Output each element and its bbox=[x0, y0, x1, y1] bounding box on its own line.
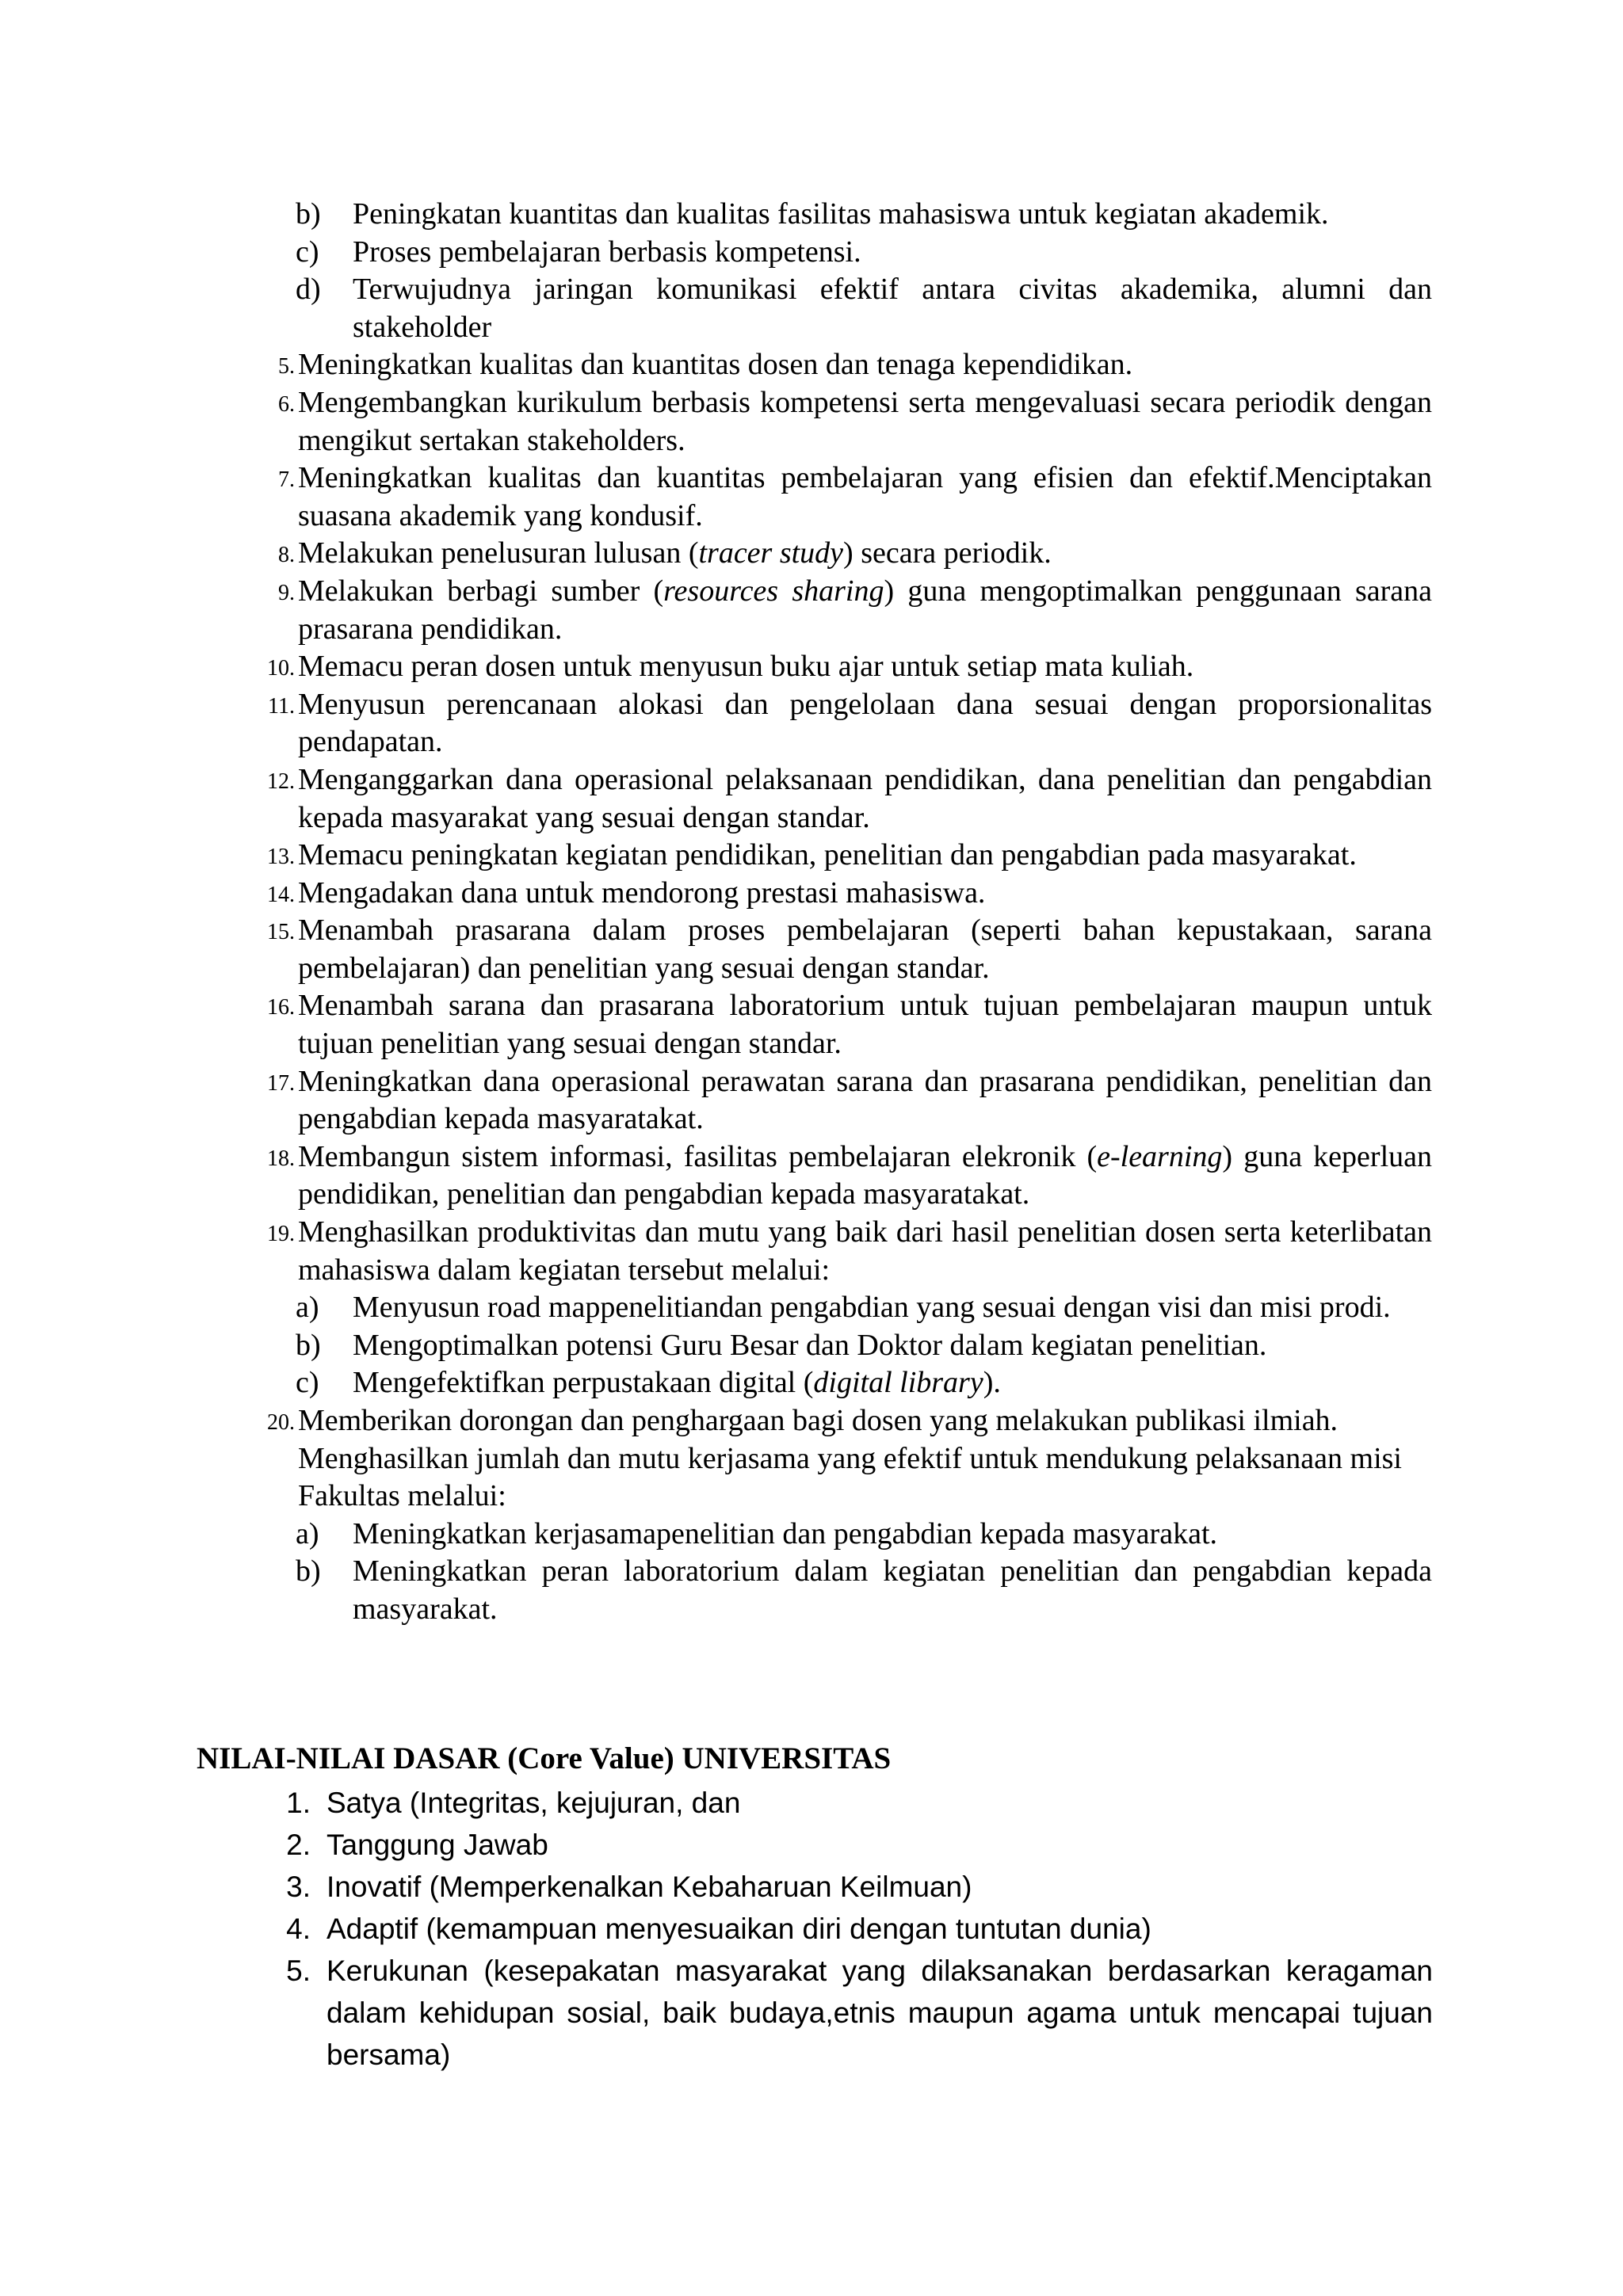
subitem-text: Meningkatkan kerjasamapenelitian dan pengabdian kepada masyarakat. bbox=[353, 1516, 1217, 1550]
subitem-text: Proses pembelajaran berbasis kompetensi. bbox=[353, 235, 861, 269]
list-item bbox=[242, 535, 1432, 573]
subitem-label: c) bbox=[296, 235, 319, 269]
item-number: 1. bbox=[286, 1787, 311, 1819]
subitem-label: c) bbox=[296, 1366, 319, 1400]
subitem-label: a) bbox=[296, 1516, 319, 1550]
item-number: 9. bbox=[278, 580, 295, 605]
item-text-part: Membangun sistem informasi, fasilitas pembelajaran elekronik ( bbox=[298, 1139, 1098, 1173]
item-text: Memacu peningkatan kegiatan pendidikan, penelitian dan pengabdian pada masyarakat. bbox=[298, 838, 1357, 872]
item-number: 4. bbox=[286, 1913, 311, 1945]
list-item bbox=[242, 648, 1432, 686]
subitem-label: a) bbox=[296, 1291, 319, 1325]
item-number: 10. bbox=[267, 656, 295, 681]
list-item bbox=[296, 196, 1432, 234]
list-item bbox=[242, 384, 1432, 460]
list-item bbox=[296, 1364, 1432, 1402]
item-text-italic: tracer study bbox=[698, 536, 844, 570]
list-item bbox=[242, 1214, 1432, 1289]
item-text: Menambah sarana dan prasarana laboratorium untuk tujuan pembelajaran maupun untuk tujuan penelitian yang sesuai dengan standar. bbox=[298, 989, 1432, 1061]
core-values-list bbox=[260, 1782, 1433, 2076]
item-number: 5. bbox=[278, 354, 295, 379]
item-text: Meningkatkan dana operasional perawatan sarana dan prasarana pendidikan, penelitian dan pengabdian kepada masyaratakat. bbox=[298, 1064, 1432, 1136]
list-item bbox=[296, 1289, 1432, 1327]
mission-list-continued bbox=[0, 196, 1432, 1629]
list-item bbox=[242, 1063, 1432, 1138]
item-number: 3. bbox=[286, 1871, 311, 1903]
item-text: Menambah prasarana dalam proses pembelajaran (seperti bahan kepustakaan, sarana pembelajaran) dan penelitian yang sesuai dengan standar. bbox=[298, 913, 1432, 985]
item-number: 5. bbox=[286, 1955, 311, 1987]
list-item bbox=[296, 1553, 1432, 1628]
item-text bbox=[298, 535, 1432, 573]
list-item bbox=[242, 987, 1432, 1062]
item-text-part: ). bbox=[983, 1366, 1001, 1400]
item-text: Tanggung Jawab bbox=[327, 1829, 548, 1861]
subitem-text: Mengoptimalkan potensi Guru Besar dan Doktor dalam kegiatan penelitian. bbox=[353, 1328, 1267, 1362]
subitem-text: Menyusun road mappenelitiandan pengabdian yang sesuai dengan visi dan misi prodi. bbox=[353, 1291, 1391, 1325]
list-item bbox=[242, 346, 1432, 384]
item-number: 17. bbox=[267, 1070, 295, 1096]
list-item bbox=[242, 761, 1432, 837]
item-text: Meningkatkan kualitas dan kuantitas dosen dan tenaga kependidikan. bbox=[298, 348, 1133, 382]
item-text bbox=[298, 1138, 1432, 1214]
sub-list bbox=[296, 1289, 1432, 1402]
item-text-part: ) guna keperluan pendidikan, penelitian dan pengabdian kepada masyaratakat. bbox=[298, 1139, 1432, 1211]
list-item bbox=[242, 1402, 1432, 1516]
sub-list bbox=[296, 1516, 1432, 1629]
item-text: Inovatif (Memperkenalkan Kebaharuan Keilmuan) bbox=[327, 1871, 972, 1903]
item-text-part: ) secara periodik. bbox=[843, 536, 1052, 570]
item-text: Mengembangkan kurikulum berbasis kompetensi serta mengevaluasi secara periodik dengan mengikut sertakan stakeholders. bbox=[298, 385, 1432, 457]
list-item bbox=[242, 573, 1432, 648]
list-item bbox=[296, 1327, 1432, 1365]
list-item bbox=[242, 686, 1432, 761]
item-text: Menghasilkan produktivitas dan mutu yang baik dari hasil penelitian dosen serta keterlibatan mahasiswa dalam kegiatan tersebut melalui: bbox=[298, 1215, 1432, 1287]
item-text: Meningkatkan kualitas dan kuantitas pembelajaran yang efisien dan efektif.Menciptakan suasana akademik yang kondusif. bbox=[298, 461, 1432, 532]
item-text-italic: resources sharing bbox=[663, 574, 884, 608]
list-item bbox=[242, 1138, 1432, 1214]
list-item bbox=[260, 1782, 1433, 1824]
list-item bbox=[242, 837, 1432, 875]
subitem-text: Terwujudnya jaringan komunikasi efektif antara civitas akademika, alumni dan stakeholder bbox=[353, 273, 1432, 344]
item-number: 20. bbox=[267, 1410, 295, 1435]
item-text-italic: digital library bbox=[813, 1366, 983, 1400]
item-text: Mengadakan dana untuk mendorong prestasi mahasiswa. bbox=[298, 875, 986, 910]
item-body bbox=[298, 1214, 1432, 1289]
item-text-part: Melakukan berbagi sumber ( bbox=[298, 574, 664, 608]
item-number: 11. bbox=[268, 693, 295, 719]
list-item bbox=[242, 460, 1432, 535]
numbered-list bbox=[242, 346, 1432, 1628]
item-number: 14. bbox=[267, 882, 295, 907]
list-item bbox=[242, 875, 1432, 913]
item-number: 12. bbox=[267, 769, 295, 794]
item-text-part: ) guna mengoptimalkan penggunaan sarana prasarana pendidikan. bbox=[298, 574, 1432, 646]
item-number: 2. bbox=[286, 1829, 311, 1861]
list-item bbox=[296, 234, 1432, 272]
item-number: 16. bbox=[267, 995, 295, 1020]
item-text: Kerukunan (kesepakatan masyarakat yang dilaksanakan berdasarkan keragaman dalam kehidupan sosial, baik budaya,etnis maupun agama untuk mencapai tujuan bersama) bbox=[327, 1955, 1433, 2071]
item-text-part: Melakukan penelusuran lulusan ( bbox=[298, 536, 699, 570]
item-text: Menyusun perencanaan alokasi dan pengelolaan dana sesuai dengan proporsionalitas pendapatan. bbox=[298, 687, 1432, 759]
list-item bbox=[260, 1950, 1433, 2076]
list-item bbox=[242, 912, 1432, 987]
item-text bbox=[298, 573, 1432, 648]
subitem-label: b) bbox=[296, 1328, 321, 1362]
list-item bbox=[260, 1866, 1433, 1908]
item-text: Memacu peran dosen untuk menyusun buku ajar untuk setiap mata kuliah. bbox=[298, 650, 1194, 684]
subitem-text: Meningkatkan peran laboratorium dalam kegiatan penelitian dan pengabdian kepada masyarakat. bbox=[353, 1554, 1432, 1626]
subitem-label: b) bbox=[296, 197, 321, 231]
item-number: 19. bbox=[267, 1222, 295, 1247]
list-item bbox=[296, 271, 1432, 346]
item-number: 18. bbox=[267, 1146, 295, 1171]
item-number: 6. bbox=[278, 391, 295, 417]
item-text: Adaptif (kemampuan menyesuaikan diri dengan tuntutan dunia) bbox=[327, 1913, 1151, 1945]
item-text: Menganggarkan dana operasional pelaksanaan pendidikan, dana penelitian dan pengabdian kepada masyarakat yang sesuai dengan standar. bbox=[298, 762, 1432, 834]
subitem-label: d) bbox=[296, 273, 321, 307]
item-number: 7. bbox=[278, 467, 295, 493]
list-item bbox=[260, 1908, 1433, 1950]
item-body bbox=[298, 1402, 1432, 1516]
subitem-label: b) bbox=[296, 1554, 321, 1589]
item-text-italic: e-learning bbox=[1097, 1139, 1223, 1173]
core-values-section bbox=[197, 1739, 1433, 2076]
item-number: 15. bbox=[267, 920, 295, 945]
list-item bbox=[260, 1824, 1433, 1866]
item-number: 8. bbox=[278, 543, 295, 568]
subitem-text: Peningkatan kuantitas dan kualitas fasilitas mahasiswa untuk kegiatan akademik. bbox=[353, 197, 1329, 231]
item-number: 13. bbox=[267, 845, 295, 870]
item-text-part: Mengefektifkan perpustakaan digital ( bbox=[353, 1366, 814, 1400]
item-text: Memberikan dorongan dan penghargaan bagi dosen yang melakukan publikasi ilmiah. Menghasilkan jumlah dan mutu kerjasama yang efektif untuk mendukung pelaksanaan misi Fakultas melalui: bbox=[298, 1404, 1402, 1513]
top-subitem-list bbox=[296, 196, 1432, 346]
list-item bbox=[296, 1516, 1432, 1554]
section-heading: NILAI-NILAI DASAR (Core Value) UNIVERSITAS bbox=[197, 1741, 892, 1775]
subitem-text bbox=[353, 1364, 1432, 1402]
item-text: Satya (Integritas, kejujuran, dan bbox=[327, 1787, 741, 1819]
